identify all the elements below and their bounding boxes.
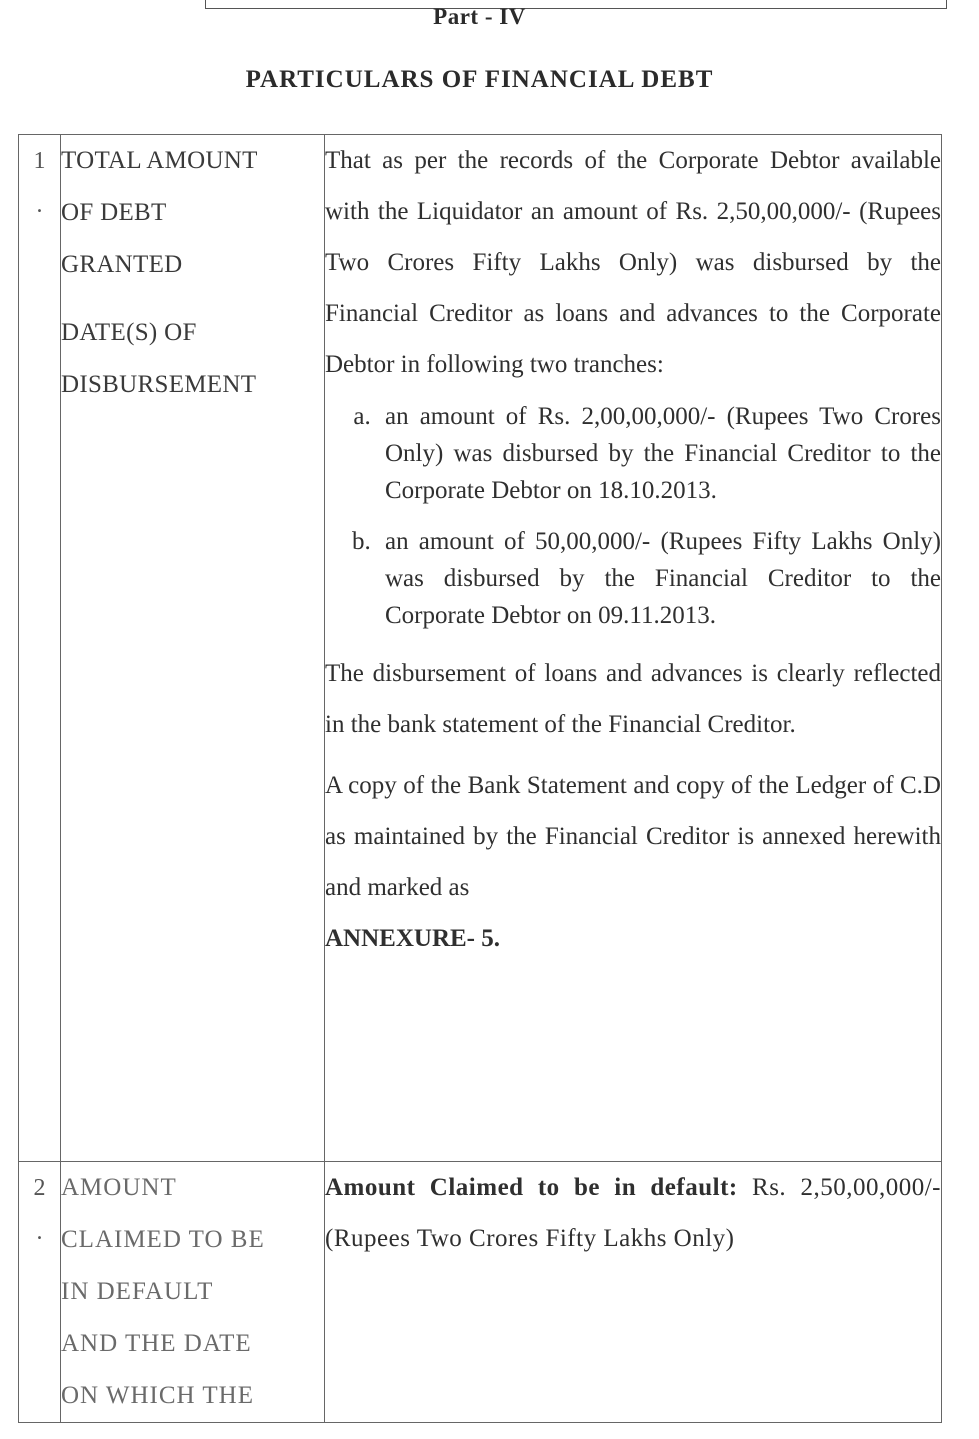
label-line: AND THE DATE — [61, 1330, 252, 1357]
row-content-cell — [325, 135, 942, 1162]
row-number-cell — [19, 1162, 61, 1423]
annexure-paragraph — [325, 760, 941, 913]
row-label-cell — [61, 135, 325, 1162]
label-line: GRANTED — [61, 251, 183, 278]
default-amount: Rs. 2,50,00,000/- (Rupees Two Crores Fifty Lakhs Only) — [325, 1174, 941, 1252]
default-amount-paragraph — [325, 1162, 941, 1264]
intro-paragraph: That as per the records of the Corporate Debtor available with the Liquidator an amount of Rs. 2,50,00,000/- (Rupees Two Crores Fifty Lakhs Only) was disbursed by the Financial Creditor as loans and advances to the Corporate Debtor in following two tranches: — [325, 147, 941, 378]
label-line: DISBURSEMENT — [61, 371, 257, 398]
row-number-cell — [19, 135, 61, 1162]
row-number: 1 — [33, 148, 46, 174]
tranche-list — [325, 398, 941, 634]
row-number-dot: . — [36, 192, 43, 218]
label-line: TOTAL AMOUNT — [61, 147, 258, 174]
list-item: a. an amount of Rs. 2,00,00,000/- (Rupees Two Crores Only) was disbursed by the Financial Creditor to the Corporate Debtor on 18.10.2013. — [377, 398, 941, 509]
label-line: DATE(S) OF — [61, 319, 197, 346]
document-title: PARTICULARS OF FINANCIAL DEBT — [245, 66, 714, 93]
table-row — [19, 135, 942, 1162]
table-row — [19, 1162, 942, 1423]
row-content-cell — [325, 1162, 942, 1423]
row-number-dot: . — [36, 1219, 43, 1245]
annexure-text: A copy of the Bank Statement and copy of the Ledger of C.D as maintained by the Financial Creditor is annexed herewith and marked as — [325, 772, 941, 901]
label-line: CLAIMED TO BE — [61, 1226, 265, 1253]
financial-debt-table — [18, 134, 942, 1423]
row-number: 2 — [33, 1175, 46, 1201]
annexure-label: ANNEXURE- 5. — [325, 925, 500, 952]
part-heading: Part - IV — [433, 4, 526, 29]
bank-statement-paragraph: The disbursement of loans and advances is clearly reflected in the bank statement of the Financial Creditor. — [325, 660, 941, 738]
annexure-label-line — [325, 913, 941, 964]
label-line: IN DEFAULT — [61, 1278, 214, 1305]
label-line: OF DEBT — [61, 199, 167, 226]
label-line: AMOUNT — [61, 1174, 177, 1201]
list-item: b. an amount of 50,00,000/- (Rupees Fifty Lakhs Only) was disbursed by the Financial Creditor to the Corporate Debtor on 09.11.2013. — [377, 523, 941, 634]
default-heading: Amount Claimed to be in default: — [325, 1174, 738, 1201]
label-line: ON WHICH THE — [61, 1382, 255, 1409]
row-label-cell — [61, 1162, 325, 1423]
